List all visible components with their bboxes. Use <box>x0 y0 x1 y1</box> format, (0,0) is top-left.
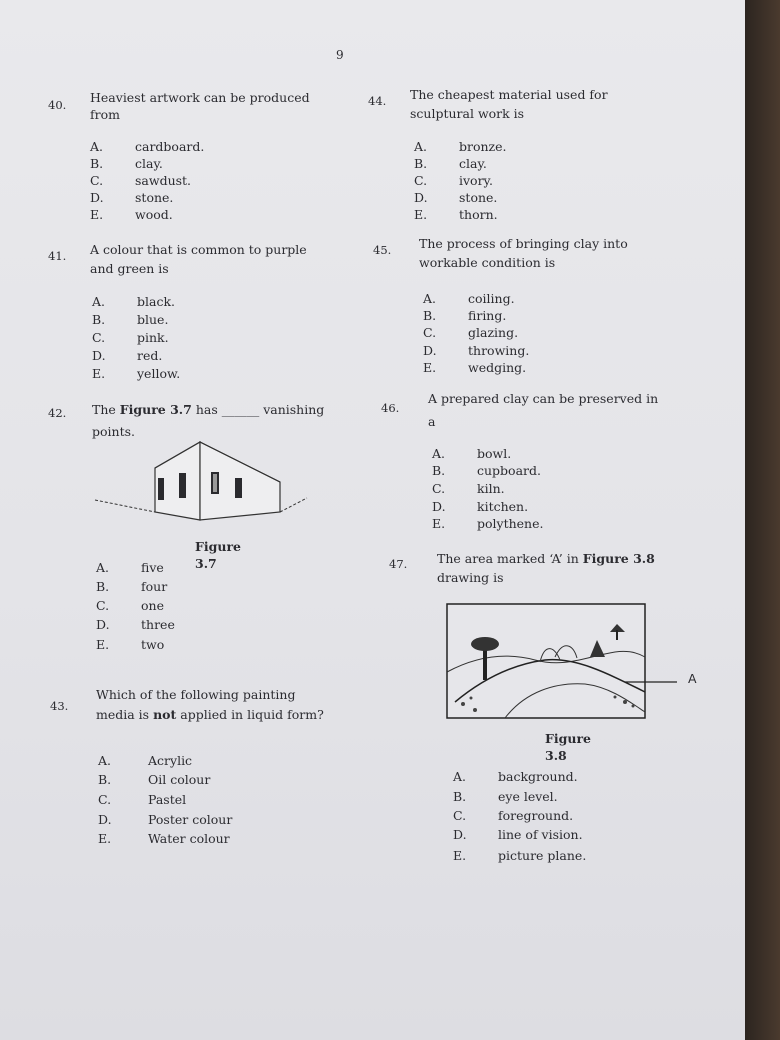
option-letter: E. <box>98 831 112 846</box>
option-text: kiln. <box>477 481 505 496</box>
question-text-line1: Which of the following painting <box>96 687 296 702</box>
option-letter: B. <box>414 156 428 171</box>
option-b[interactable] <box>432 462 541 479</box>
question-number: 42. <box>48 406 67 420</box>
option-letter: C. <box>96 598 110 613</box>
figure-caption: Figure 3.7 <box>195 539 241 571</box>
option-text: foreground. <box>498 808 574 823</box>
question-text-line1: A prepared clay can be preserved in <box>428 391 659 406</box>
question-text-line1: The process of bringing clay into <box>419 236 628 251</box>
text-part: media is <box>96 707 154 722</box>
option-b[interactable] <box>96 578 167 595</box>
option-text: throwing. <box>468 343 530 358</box>
option-a[interactable] <box>423 290 515 307</box>
text-part: vanishing <box>259 402 325 417</box>
option-letter: D. <box>414 190 428 205</box>
question-text-line2: and green is <box>90 261 169 276</box>
option-letter: B. <box>98 772 112 787</box>
question-number: 40. <box>48 98 67 112</box>
option-text: black. <box>137 294 176 309</box>
option-letter: A. <box>96 560 110 575</box>
option-letter: E. <box>453 848 467 863</box>
option-text: bronze. <box>459 139 507 154</box>
option-letter: C. <box>453 808 467 823</box>
option-letter: E. <box>432 516 446 531</box>
option-letter: A. <box>453 769 467 784</box>
option-text: sawdust. <box>135 173 192 188</box>
option-a[interactable] <box>96 559 164 576</box>
option-text: Pastel <box>148 792 187 807</box>
option-b[interactable] <box>453 788 558 805</box>
option-letter: C. <box>432 481 446 496</box>
option-e[interactable] <box>414 206 498 223</box>
option-letter: D. <box>432 499 446 514</box>
option-e[interactable] <box>453 847 586 864</box>
option-letter: A. <box>92 294 106 309</box>
option-text: clay. <box>459 156 487 171</box>
option-text: red. <box>137 348 163 363</box>
text-part: applied in liquid form? <box>176 707 324 722</box>
option-e[interactable] <box>92 365 180 382</box>
question-text-line2 <box>96 706 324 723</box>
option-b[interactable] <box>414 155 487 172</box>
option-text: coiling. <box>468 291 515 306</box>
question-number: 45. <box>373 243 392 257</box>
figure-caption: Figure 3.8 <box>545 731 591 763</box>
option-letter: B. <box>423 308 437 323</box>
option-letter: D. <box>92 348 106 363</box>
option-letter: C. <box>92 330 106 345</box>
question-text-line1: The cheapest material used for <box>410 87 608 102</box>
option-b[interactable] <box>98 771 210 788</box>
option-a[interactable] <box>98 752 192 769</box>
question-number: 46. <box>381 401 400 415</box>
figure-3-7-house-drawing <box>85 430 315 530</box>
option-letter: E. <box>92 366 106 381</box>
option-e[interactable] <box>423 359 526 376</box>
option-letter: C. <box>98 792 112 807</box>
option-letter: A. <box>432 446 446 461</box>
question-number: 47. <box>389 557 408 571</box>
option-c[interactable] <box>423 324 518 341</box>
option-b[interactable] <box>92 311 168 328</box>
option-text: wedging. <box>468 360 527 375</box>
option-letter: B. <box>453 789 467 804</box>
page-number: 9 <box>336 48 344 62</box>
answer-blank: ______ <box>221 402 260 417</box>
question-number: 44. <box>368 94 387 108</box>
option-letter: D. <box>98 812 112 827</box>
option-text: Oil colour <box>148 772 211 787</box>
option-d[interactable] <box>423 342 529 359</box>
option-text: blue. <box>137 312 169 327</box>
option-d[interactable] <box>96 616 175 633</box>
question-text-line2: points. <box>92 424 135 439</box>
option-c[interactable] <box>98 791 186 808</box>
option-d[interactable] <box>90 189 173 206</box>
option-letter: D. <box>96 617 110 632</box>
option-a[interactable] <box>453 768 578 785</box>
option-b[interactable] <box>90 155 163 172</box>
option-letter: A. <box>98 753 112 768</box>
option-b[interactable] <box>423 307 506 324</box>
option-text: pink. <box>137 330 169 345</box>
option-e[interactable] <box>432 515 543 532</box>
option-letter: D. <box>90 190 104 205</box>
option-text: wood. <box>135 207 173 222</box>
option-a[interactable] <box>414 138 507 155</box>
option-c[interactable] <box>432 480 505 497</box>
option-text: one <box>141 598 164 613</box>
option-text: cupboard. <box>477 463 541 478</box>
option-c[interactable] <box>453 807 573 824</box>
option-letter: D. <box>453 827 467 842</box>
figure-3-8-landscape-drawing <box>445 602 710 722</box>
option-text: five <box>141 560 164 575</box>
question-text-line2: a <box>428 414 436 429</box>
option-a[interactable] <box>92 293 175 310</box>
figure-reference: Figure 3.7 <box>119 402 192 417</box>
option-text: line of vision. <box>498 827 583 842</box>
option-text: stone. <box>135 190 174 205</box>
option-d[interactable] <box>98 811 232 828</box>
option-d[interactable] <box>453 826 583 843</box>
option-text: kitchen. <box>477 499 529 514</box>
option-text: yellow. <box>137 366 181 381</box>
question-text-line2: workable condition is <box>419 255 556 270</box>
option-letter: B. <box>90 156 104 171</box>
option-text: ivory. <box>459 173 493 188</box>
option-text: firing. <box>468 308 507 323</box>
option-text: picture plane. <box>498 848 587 863</box>
option-d[interactable] <box>432 498 528 515</box>
option-text: eye level. <box>498 789 558 804</box>
option-letter: E. <box>414 207 428 222</box>
option-text: stone. <box>459 190 498 205</box>
option-letter: B. <box>432 463 446 478</box>
question-number: 43. <box>50 699 69 713</box>
option-a[interactable] <box>90 138 204 155</box>
option-text: Acrylic <box>148 753 193 768</box>
option-letter: A. <box>90 139 104 154</box>
option-c[interactable] <box>90 172 191 189</box>
question-text-line2: from <box>90 107 120 122</box>
question-text-line2: sculptural work is <box>410 106 525 121</box>
option-e[interactable] <box>98 830 230 847</box>
option-e[interactable] <box>96 636 164 653</box>
option-letter: E. <box>90 207 104 222</box>
question-text-line1 <box>437 550 655 567</box>
option-text: cardboard. <box>135 139 205 154</box>
option-letter: C. <box>423 325 437 340</box>
text-part: has <box>191 402 222 417</box>
emphasis-not: not <box>153 707 177 722</box>
text-part: The area marked ‘A’ in <box>437 551 583 566</box>
option-letter: E. <box>96 637 110 652</box>
option-letter: B. <box>96 579 110 594</box>
question-text-line1 <box>92 401 324 418</box>
option-text: thorn. <box>459 207 498 222</box>
option-c[interactable] <box>92 329 169 346</box>
option-letter: E. <box>423 360 437 375</box>
figure-reference: Figure 3.8 <box>582 551 655 566</box>
option-text: Water colour <box>148 831 230 846</box>
option-a[interactable] <box>432 445 511 462</box>
option-text: polythene. <box>477 516 544 531</box>
question-text-line2: drawing is <box>437 570 504 585</box>
option-text: bowl. <box>477 446 512 461</box>
option-text: glazing. <box>468 325 519 340</box>
option-letter: A. <box>423 291 437 306</box>
option-c[interactable] <box>96 597 164 614</box>
question-number: 41. <box>48 249 67 263</box>
option-letter: A. <box>414 139 428 154</box>
option-letter: B. <box>92 312 106 327</box>
option-c[interactable] <box>414 172 493 189</box>
option-letter: C. <box>414 173 428 188</box>
option-e[interactable] <box>90 206 173 223</box>
option-d[interactable] <box>92 347 162 364</box>
question-text-line1: A colour that is common to purple <box>90 242 307 257</box>
text-part: The <box>92 402 120 417</box>
option-text: background. <box>498 769 578 784</box>
option-letter: D. <box>423 343 437 358</box>
question-text-line1: Heaviest artwork can be produced <box>90 90 310 105</box>
option-text: Poster colour <box>148 812 233 827</box>
desk-background <box>745 0 780 1040</box>
option-d[interactable] <box>414 189 497 206</box>
option-text: four <box>141 579 168 594</box>
option-text: three <box>141 617 175 632</box>
option-text: two <box>141 637 165 652</box>
option-letter: C. <box>90 173 104 188</box>
option-text: clay. <box>135 156 163 171</box>
marker-label-a: A <box>688 671 697 686</box>
